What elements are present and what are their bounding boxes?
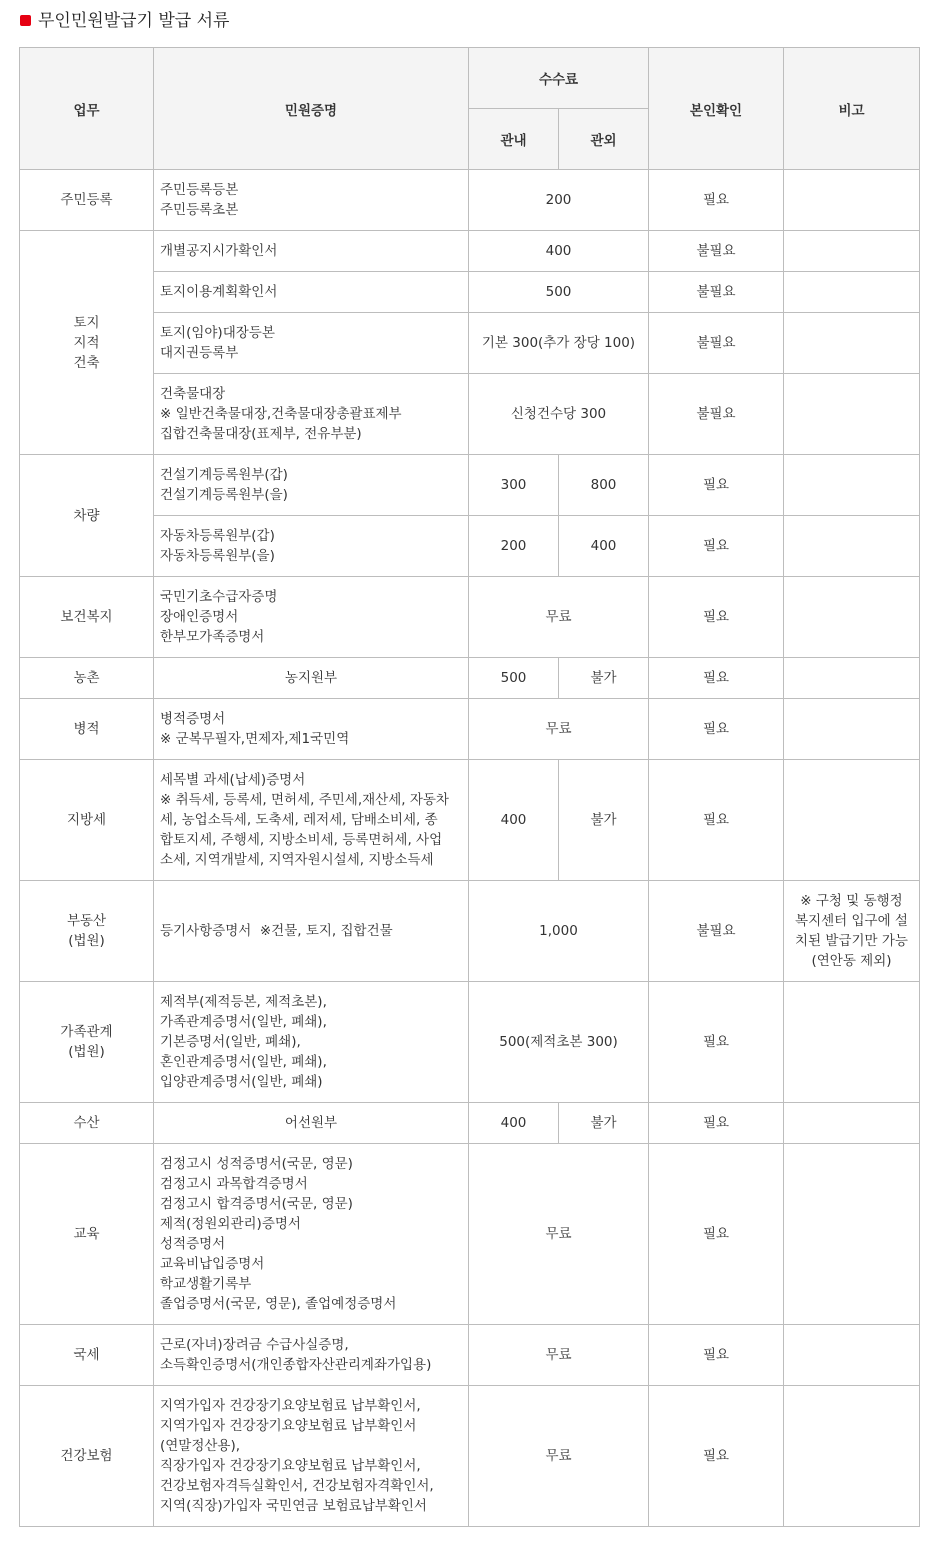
work-cell: 수산 — [20, 1103, 154, 1144]
note-cell — [784, 1103, 920, 1144]
work-cell: 교육 — [20, 1144, 154, 1325]
note-cell — [784, 982, 920, 1103]
work-cell: 보건복지 — [20, 577, 154, 658]
fee-cell: 무료 — [469, 1325, 649, 1386]
doc-cell: 등기사항증명서 ※건물, 토지, 집합건물 — [154, 881, 469, 982]
doc-cell: 어선원부 — [154, 1103, 469, 1144]
fee-cell: 무료 — [469, 1144, 649, 1325]
doc-cell: 주민등록등본 주민등록초본 — [154, 170, 469, 231]
work-cell: 건강보험 — [20, 1386, 154, 1527]
header-fee: 수수료 — [469, 48, 649, 109]
fee-in-cell: 400 — [469, 1103, 559, 1144]
note-cell — [784, 455, 920, 516]
header-doc: 민원증명 — [154, 48, 469, 170]
header-fee-out: 관외 — [559, 109, 649, 170]
verify-cell: 필요 — [649, 577, 784, 658]
fee-out-cell: 불가 — [559, 658, 649, 699]
note-cell — [784, 1144, 920, 1325]
work-cell: 부동산 (법원) — [20, 881, 154, 982]
header-fee-in: 관내 — [469, 109, 559, 170]
fee-in-cell: 500 — [469, 658, 559, 699]
work-cell: 국세 — [20, 1325, 154, 1386]
note-cell — [784, 1386, 920, 1527]
verify-cell: 필요 — [649, 1103, 784, 1144]
fee-cell: 신청건수당 300 — [469, 374, 649, 455]
note-cell — [784, 1325, 920, 1386]
doc-cell: 자동차등록원부(갑) 자동차등록원부(을) — [154, 516, 469, 577]
doc-cell: 토지(임야)대장등본 대지권등록부 — [154, 313, 469, 374]
doc-cell: 국민기초수급자증명 장애인증명서 한부모가족증명서 — [154, 577, 469, 658]
fee-cell: 무료 — [469, 699, 649, 760]
table-row — [20, 982, 920, 1103]
fee-cell: 기본 300(추가 장당 100) — [469, 313, 649, 374]
fee-out-cell: 불가 — [559, 760, 649, 881]
table-row — [20, 231, 920, 272]
verify-cell: 불필요 — [649, 881, 784, 982]
fee-cell: 500 — [469, 272, 649, 313]
verify-cell: 필요 — [649, 1325, 784, 1386]
doc-cell: 세목별 과세(납세)증명서 ※ 취득세, 등록세, 면허세, 주민세,재산세, 자동차 세, 농업소득세, 도축세, 레저세, 담배소비세, 종 합토지세, 주행세, 지방소비세, 등록면허세, 사업 소세, 지역개발세, 지역자원시설세, 지방소득세 — [154, 760, 469, 881]
doc-cell: 지역가입자 건강장기요양보험료 납부확인서, 지역가입자 건강장기요양보험료 납부확인서 (연말정산용), 직장가입자 건강장기요양보험료 납부확인서, 건강보험자격득실확인서, 건강보험자격확인서, 지역(직장)가입자 국민연금 보험료납부확인서 — [154, 1386, 469, 1527]
verify-cell: 필요 — [649, 982, 784, 1103]
work-cell: 농촌 — [20, 658, 154, 699]
doc-cell: 근로(자녀)장려금 수급사실증명, 소득확인증명서(개인종합자산관리계좌가입용) — [154, 1325, 469, 1386]
table-row — [20, 313, 920, 374]
note-cell — [784, 272, 920, 313]
note-cell — [784, 231, 920, 272]
table-row — [20, 1325, 920, 1386]
verify-cell: 필요 — [649, 1386, 784, 1527]
table-row — [20, 170, 920, 231]
table-row — [20, 272, 920, 313]
fee-cell: 무료 — [469, 577, 649, 658]
fee-cell: 무료 — [469, 1386, 649, 1527]
fee-in-cell: 400 — [469, 760, 559, 881]
doc-cell: 검정고시 성적증명서(국문, 영문) 검정고시 과목합격증명서 검정고시 합격증명서(국문, 영문) 제적(정원외관리)증명서 성적증명서 교육비납입증명서 학교생활기록부 졸업증명서(국문, 영문), 졸업예정증명서 — [154, 1144, 469, 1325]
doc-cell: 병적증명서 ※ 군복무필자,면제자,제1국민역 — [154, 699, 469, 760]
verify-cell: 불필요 — [649, 374, 784, 455]
work-cell: 주민등록 — [20, 170, 154, 231]
note-cell — [784, 699, 920, 760]
fee-cell: 400 — [469, 231, 649, 272]
work-cell: 토지 지적 건축 — [20, 231, 154, 455]
verify-cell: 필요 — [649, 699, 784, 760]
table-row — [20, 658, 920, 699]
red-square-bullet-icon — [20, 15, 31, 26]
note-cell — [784, 760, 920, 881]
table-row — [20, 699, 920, 760]
verify-cell: 불필요 — [649, 231, 784, 272]
table-row — [20, 881, 920, 982]
fee-in-cell: 200 — [469, 516, 559, 577]
table-row — [20, 577, 920, 658]
verify-cell: 필요 — [649, 170, 784, 231]
verify-cell: 필요 — [649, 1144, 784, 1325]
fee-out-cell: 800 — [559, 455, 649, 516]
fee-cell: 200 — [469, 170, 649, 231]
table-row — [20, 455, 920, 516]
verify-cell: 불필요 — [649, 313, 784, 374]
table-row — [20, 516, 920, 577]
note-cell — [784, 658, 920, 699]
header-verify: 본인확인 — [649, 48, 784, 170]
page-title: 무인민원발급기 발급 서류 — [38, 11, 230, 31]
verify-cell: 필요 — [649, 455, 784, 516]
doc-cell: 건설기계등록원부(갑) 건설기계등록원부(을) — [154, 455, 469, 516]
note-cell — [784, 170, 920, 231]
fee-cell: 500(제적초본 300) — [469, 982, 649, 1103]
table-row — [20, 1144, 920, 1325]
doc-cell: 토지이용계획확인서 — [154, 272, 469, 313]
work-cell: 가족관계 (법원) — [20, 982, 154, 1103]
table-row — [20, 374, 920, 455]
verify-cell: 필요 — [649, 760, 784, 881]
table-row — [20, 1386, 920, 1527]
doc-cell: 농지원부 — [154, 658, 469, 699]
header-work: 업무 — [20, 48, 154, 170]
doc-cell: 건축물대장 ※ 일반건축물대장,건축물대장총괄표제부 집합건축물대장(표제부, 전유부분) — [154, 374, 469, 455]
table-row — [20, 1103, 920, 1144]
doc-cell: 제적부(제적등본, 제적초본), 가족관계증명서(일반, 폐쇄), 기본증명서(일반, 폐쇄), 혼인관계증명서(일반, 폐쇄), 입양관계증명서(일반, 폐쇄) — [154, 982, 469, 1103]
verify-cell: 필요 — [649, 516, 784, 577]
note-cell — [784, 516, 920, 577]
work-cell: 병적 — [20, 699, 154, 760]
doc-cell: 개별공지시가확인서 — [154, 231, 469, 272]
fee-out-cell: 400 — [559, 516, 649, 577]
fee-cell: 1,000 — [469, 881, 649, 982]
fee-in-cell: 300 — [469, 455, 559, 516]
table-row — [20, 760, 920, 881]
document-table — [19, 47, 920, 1527]
note-cell: ※ 구청 및 동행정 복지센터 입구에 설 치된 발급기만 가능 (연안동 제외) — [784, 881, 920, 982]
note-cell — [784, 374, 920, 455]
work-cell: 차량 — [20, 455, 154, 577]
note-cell — [784, 313, 920, 374]
verify-cell: 불필요 — [649, 272, 784, 313]
header-note: 비고 — [784, 48, 920, 170]
fee-out-cell: 불가 — [559, 1103, 649, 1144]
verify-cell: 필요 — [649, 658, 784, 699]
note-cell — [784, 577, 920, 658]
section-title — [0, 0, 940, 48]
work-cell: 지방세 — [20, 760, 154, 881]
